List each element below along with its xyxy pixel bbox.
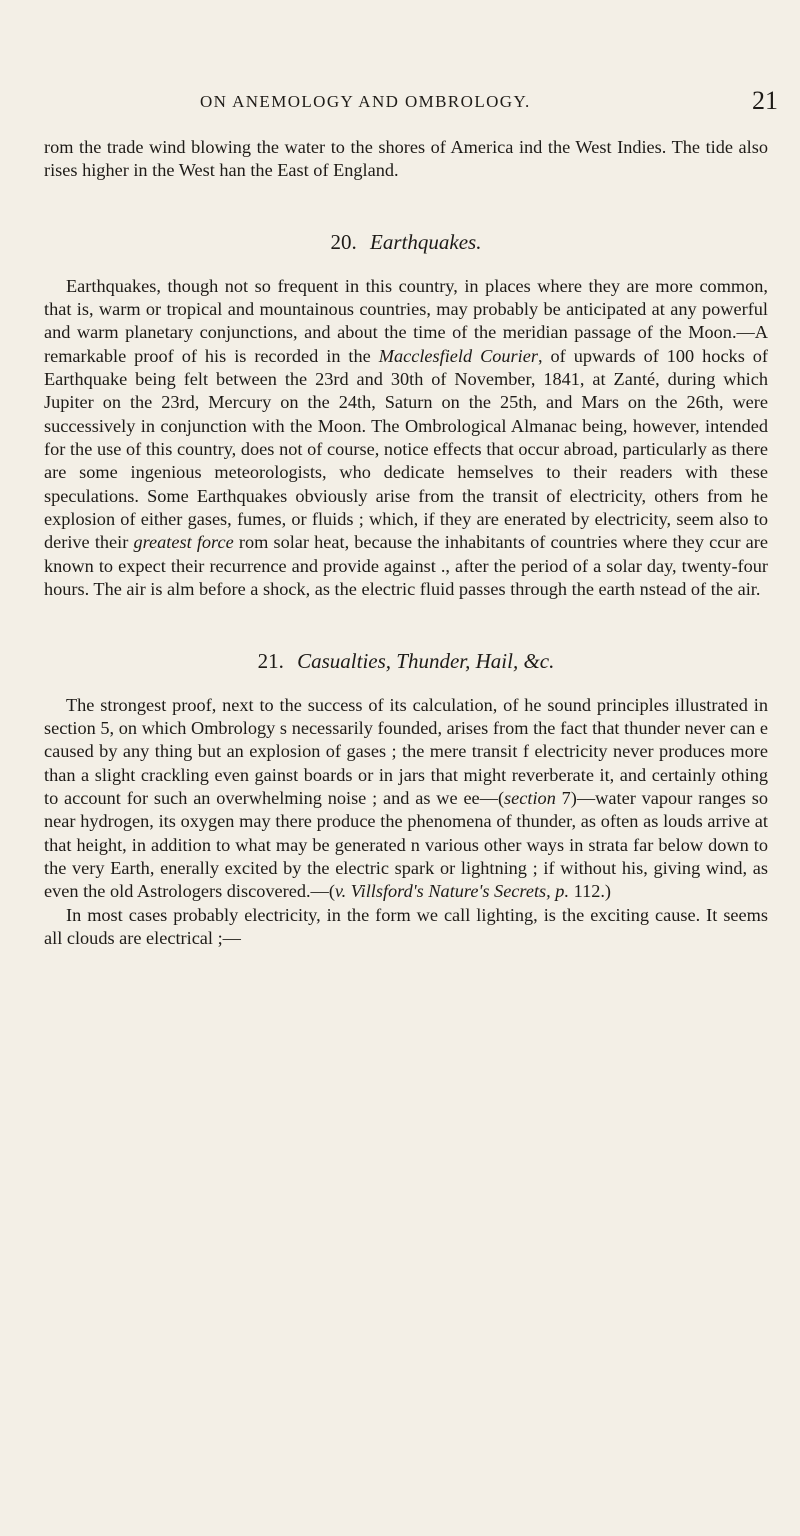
earthquakes-paragraph — [44, 275, 768, 602]
page-number: 21 — [752, 86, 778, 115]
section-number: 20. — [330, 229, 357, 254]
text-run: The strongest proof, next to the success of its calculation, of he sound principles illustrated in section 5, on which Ombrology s necessarily founded, arises from the fact that thunder never can e caused by any thing but an explosion of gases ; the mere transit f electricity never produces more than a slight crackling even gainst boards or in jars that might reverberate it, and certainly othing to account for such an overwhelming noise ; and as we ee—( — [44, 694, 768, 808]
book-reference: v. Villsford's Nature's Secrets, p. — [334, 881, 570, 902]
lightning-paragraph: In most cases probably electricity, in the form we call lighting, is the exciting cause. It seems all clouds are electrical ;— — [44, 904, 768, 948]
text-run: rom solar heat, because the inhabitants of countries where they ccur are known to expect their recurrence and provide against ., after the period of a solar day, twenty-four hours. The air is alm before a shock, as the electric fluid passes through the earth nstead of the air. — [44, 532, 768, 600]
text-run: , of upwards of 100 hocks of Earthquake being felt between the 23rd and 30th of November, 1841, at Zanté, during which Jupiter on the 23rd, Mercury on the 24th, Saturn on the 25th, and Mars on the 26th, were successively in conjunction with the Moon. The Ombrological Almanac being, however, intended for the use of this country, does not of course, notice effects that occur abroad, particularly as there are some ingenious meteorologists, who dedicate hemselves to their readers with these speculations. Some Earthquakes obviously arise from the transit of electricity, others from he explosion of either gases, fumes, or fluids ; which, if they are enerated by electricity, seem also to derive their — [44, 345, 768, 553]
body-text — [44, 136, 768, 950]
section-reference: section — [504, 787, 556, 808]
text-run: 7)—water vapour ranges so near hydrogen, its oxygen may there produce the phenomena of thunder, as often as louds arrive at that height, in addition to what may be generated n various other ways in strata far below down to the very Earth, enerally excited by the electric spark or lightning ; if without his, giving wind, as even the old Astrologers discovered.—( — [44, 787, 768, 902]
text-run: Earthquakes, though not so frequent in this country, in places where they are more common, that is, warm or tropical and mountainous countries, may probably be anticipated at any powerful and warm planetary conjunctions, and about the time of the meridian passage of the Moon.—A remarkable proof of his is recorded in the — [44, 275, 768, 366]
intro-paragraph: rom the trade wind blowing the water to the shores of America ind the West Indies. The tide also rises higher in the West han the East of England. — [44, 137, 768, 181]
newspaper-title: Macclesfield Courier — [378, 345, 538, 366]
text-run: 112.) — [569, 881, 612, 902]
running-title: ON ANEMOLOGY AND OMBROLOGY. — [200, 92, 531, 111]
section-heading-earthquakes — [44, 209, 768, 275]
section-number: 21. — [257, 648, 284, 673]
section-title: Earthquakes. — [370, 229, 482, 254]
section-heading-casualties — [44, 628, 768, 694]
section-title: Casualties, Thunder, Hail, &c. — [297, 648, 555, 673]
emphasis-text: greatest force — [133, 532, 234, 553]
page-header — [0, 86, 800, 132]
thunder-paragraph — [44, 694, 768, 904]
